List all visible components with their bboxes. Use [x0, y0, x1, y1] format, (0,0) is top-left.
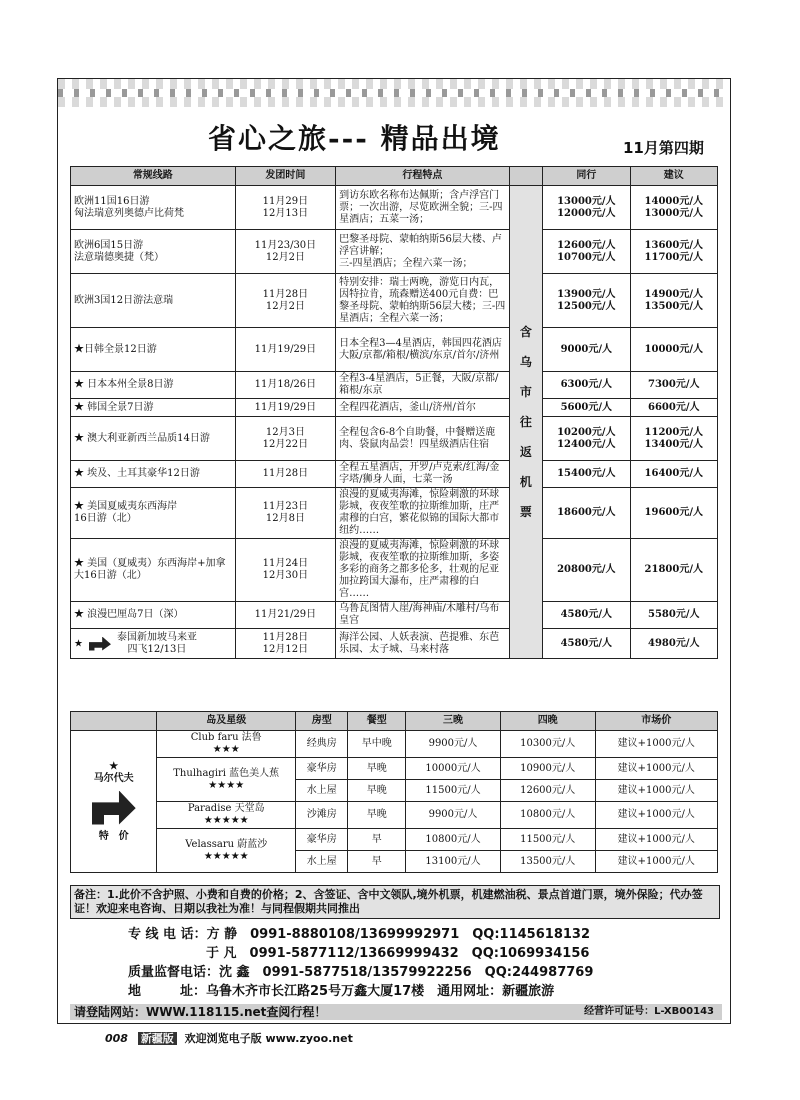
- itinerary-features: 乌鲁瓦图情人崖/海神庙/木雕村/乌布皇宫: [336, 602, 509, 629]
- maldives-side-label: ★ 马尔代夫 特 价: [71, 731, 157, 873]
- route-name: 欧洲11国16日游 匈法瑞意列奥德卢比荷梵: [71, 186, 236, 230]
- peer-price: 5600元/人: [543, 399, 630, 417]
- peer-price: 12600元/人 10700元/人: [543, 230, 630, 274]
- table-row: [71, 539, 718, 602]
- island-title: Velassaru 蔚蓝沙: [185, 838, 268, 850]
- table-row: [71, 488, 718, 539]
- peer-price: 9000元/人: [543, 328, 630, 372]
- four-night-price: 11500元/人: [500, 829, 595, 851]
- route-name: ★ 澳大利亚新西兰品质14日游: [71, 417, 236, 461]
- meal-plan: 早晚: [348, 780, 406, 802]
- route-name: ★ 浪漫巴厘岛7日（深）: [71, 602, 236, 629]
- peer-price: 6300元/人: [543, 372, 630, 399]
- table-row: [71, 731, 718, 758]
- suggested-price: 10000元/人: [630, 328, 717, 372]
- itinerary-features: 全程3-4星酒店，5正餐，大阪/京都/箱根/东京: [336, 372, 509, 399]
- table-row: [71, 230, 718, 274]
- room-type: 水上屋: [296, 851, 348, 873]
- column-header: 市场价: [595, 712, 717, 731]
- issue-label: 11月第四期: [623, 139, 704, 157]
- route-name: ★ 美国夏威夷东西海岸 16日游（北）: [71, 488, 236, 539]
- edition-text: 欢迎浏览电子版 www.zyoo.net: [184, 1032, 353, 1045]
- room-type: 经典房: [296, 731, 348, 758]
- departure-dates: 11月24日 12月30日: [235, 539, 336, 602]
- three-night-price: 11500元/人: [406, 780, 501, 802]
- route-name: ★ 韩国全景7日游: [71, 399, 236, 417]
- meal-plan: 早晚: [348, 802, 406, 829]
- route-name: ★ 埃及、土耳其豪华12日游: [71, 461, 236, 488]
- route-name: 欧洲3国12日游法意瑞: [71, 274, 236, 328]
- table-row: [71, 274, 718, 328]
- suggested-price: 14900元/人 13500元/人: [630, 274, 717, 328]
- meal-plan: 早: [348, 829, 406, 851]
- three-night-price: 13100元/人: [406, 851, 501, 873]
- meal-plan: 早中晚: [348, 731, 406, 758]
- remarks-note: 备注：1.此价不含护照、小费和自费的价格；2、含签证、含中文领队,境外机票，机建燃油税、景点首道门票，境外保险；代办签证！欢迎来电咨询、日期以我社为准！与同程假期共同推出: [70, 885, 720, 919]
- room-type: 沙滩房: [296, 802, 348, 829]
- website-text: 请登陆网站：WWW.118115.net查阅行程！: [74, 1005, 327, 1019]
- itinerary-features: 全程四花酒店，釜山/济州/首尔: [336, 399, 509, 417]
- column-header: 岛及星级: [157, 712, 296, 731]
- suggested-price: 11200元/人 13400元/人: [630, 417, 717, 461]
- column-header: [71, 712, 157, 731]
- contact-line: 于 凡 0991-5877112/13669999432 QQ:1069934156: [128, 946, 590, 961]
- peer-price: 13900元/人 12500元/人: [543, 274, 630, 328]
- suggested-price: 7300元/人: [630, 372, 717, 399]
- column-header: 三晚: [406, 712, 501, 731]
- table-row: [71, 328, 718, 372]
- departure-dates: 11月23日 12月8日: [235, 488, 336, 539]
- peer-price: 10200元/人 12400元/人: [543, 417, 630, 461]
- route-name: ★ 美国（夏威夷）东西海岸+加拿大16日游（北）: [71, 539, 236, 602]
- itinerary-features: 巴黎圣母院、蒙帕纳斯56层大楼、卢浮宫讲解； 三-四星酒店；全程六菜一汤；: [336, 230, 509, 274]
- page-title: 省心之旅--- 精品出境: [208, 122, 501, 155]
- table-row: [71, 829, 718, 851]
- page-number: 008: [105, 1032, 128, 1045]
- market-price: 建议+1000元/人: [595, 731, 717, 758]
- peer-price: 13000元/人 12000元/人: [543, 186, 630, 230]
- departure-dates: 11月19/29日: [235, 399, 336, 417]
- route-name: ★泰国新加坡马来亚 四飞12/13日: [71, 629, 236, 659]
- island-title: Paradise 天堂岛: [187, 803, 265, 814]
- column-header: 餐型: [348, 712, 406, 731]
- table-row: [71, 186, 718, 230]
- peer-price: 15400元/人: [543, 461, 630, 488]
- maldives-title: 马尔代夫: [93, 772, 134, 784]
- column-header: 建议: [630, 167, 717, 186]
- routes-table: [70, 166, 718, 659]
- table-row: [71, 602, 718, 629]
- table-row: [71, 372, 718, 399]
- airfare-note: 含 乌 市 往 返 机 票: [509, 186, 543, 659]
- three-night-price: 10000元/人: [406, 758, 501, 780]
- suggested-price: 21800元/人: [630, 539, 717, 602]
- market-price: 建议+1000元/人: [595, 851, 717, 873]
- contact-line: 质量监督电话：沈 鑫 0991-5877518/13579922256 QQ:244987769: [128, 965, 594, 980]
- contact-block: [128, 925, 593, 1001]
- itinerary-features: 海洋公园、人妖表演、芭提雅、东芭乐园、太子城、马来村落: [336, 629, 509, 659]
- column-header: 四晚: [500, 712, 595, 731]
- header-pattern-dots: [58, 89, 730, 97]
- suggested-price: 14000元/人 13000元/人: [630, 186, 717, 230]
- table-row: [71, 417, 718, 461]
- peer-price: 20800元/人: [543, 539, 630, 602]
- column-header: [509, 167, 543, 186]
- island-name: [157, 829, 296, 873]
- meal-plan: 早晚: [348, 758, 406, 780]
- special-price-label: 特 价: [98, 830, 129, 842]
- suggested-price: 6600元/人: [630, 399, 717, 417]
- column-header: 常规线路: [71, 167, 236, 186]
- departure-dates: 11月23/30日 12月2日: [235, 230, 336, 274]
- peer-price: 4580元/人: [543, 602, 630, 629]
- arrow-icon: [92, 791, 136, 825]
- island-name: [157, 802, 296, 829]
- four-night-price: 13500元/人: [500, 851, 595, 873]
- departure-dates: 12月3日 12月22日: [235, 417, 336, 461]
- four-night-price: 10800元/人: [500, 802, 595, 829]
- brochure-page: [57, 78, 731, 1024]
- market-price: 建议+1000元/人: [595, 829, 717, 851]
- market-price: 建议+1000元/人: [595, 802, 717, 829]
- itinerary-features: 浪漫的夏威夷海滩，惊险刺激的环球影城，夜夜笙歌的拉斯维加斯，庄严肃穆的白宫，繁花似锦的国际大都市纽约……: [336, 488, 509, 539]
- arrow-icon: [89, 637, 111, 651]
- departure-dates: 11月21/29日: [235, 602, 336, 629]
- island-title: Club faru 法鲁: [190, 732, 262, 743]
- table-row: [71, 629, 718, 659]
- route-name: ★日韩全景12日游: [71, 328, 236, 372]
- suggested-price: 13600元/人 11700元/人: [630, 230, 717, 274]
- contact-line: 专 线 电 话：方 静 0991-8880108/13699992971 QQ:1145618132: [128, 927, 591, 942]
- market-price: 建议+1000元/人: [595, 780, 717, 802]
- suggested-price: 16400元/人: [630, 461, 717, 488]
- itinerary-features: 日本全程3—4星酒店，韩国四花酒店 大阪/京都/箱根/横滨/东京/首尔/济州: [336, 328, 509, 372]
- column-header: 房型: [296, 712, 348, 731]
- departure-dates: 11月29日 12月13日: [235, 186, 336, 230]
- island-title: Thulhagiri 蓝色美人蕉: [173, 767, 280, 779]
- meal-plan: 早: [348, 851, 406, 873]
- maldives-table: [70, 711, 718, 873]
- four-night-price: 10300元/人: [500, 731, 595, 758]
- route-name: 欧洲6国15日游 法意瑞德奥捷（梵）: [71, 230, 236, 274]
- three-night-price: 10800元/人: [406, 829, 501, 851]
- three-night-price: 9900元/人: [406, 731, 501, 758]
- departure-dates: 11月19/29日: [235, 328, 336, 372]
- table-row: [71, 399, 718, 417]
- room-type: 水上屋: [296, 780, 348, 802]
- itinerary-features: 全程包含6-8个自助餐，中餐赠送鹿肉、袋鼠肉品尝！四星级酒店住宿: [336, 417, 509, 461]
- itinerary-features: 全程五星酒店，开罗/卢克索/红海/金字塔/狮身人面，七菜一汤: [336, 461, 509, 488]
- peer-price: 18600元/人: [543, 488, 630, 539]
- column-header: 同行: [543, 167, 630, 186]
- suggested-price: 4980元/人: [630, 629, 717, 659]
- table-row: [71, 802, 718, 829]
- departure-dates: 11月28日: [235, 461, 336, 488]
- table-row: [71, 461, 718, 488]
- suggested-price: 19600元/人: [630, 488, 717, 539]
- page-footer: [105, 1030, 353, 1046]
- suggested-price: 5580元/人: [630, 602, 717, 629]
- peer-price: 4580元/人: [543, 629, 630, 659]
- island-stars: ★★★: [212, 744, 240, 755]
- departure-dates: 11月18/26日: [235, 372, 336, 399]
- route-name: ★ 日本本州全景8日游: [71, 372, 236, 399]
- contact-line: 地 址：乌鲁木齐市长江路25号万鑫大厦17楼 通用网址：新疆旅游: [128, 984, 555, 999]
- table-row: [71, 758, 718, 780]
- column-header: 行程特点: [336, 167, 509, 186]
- four-night-price: 12600元/人: [500, 780, 595, 802]
- room-type: 豪华房: [296, 829, 348, 851]
- license-number: 经营许可证号：L-XB00143: [584, 1006, 714, 1017]
- itinerary-features: 浪漫的夏威夷海滩，惊险刺激的环球影城，夜夜笙歌的拉斯维加斯，多姿多彩的商务之都多伦多，壮观的尼亚加拉跨国大瀑布，庄严肃穆的白宫……: [336, 539, 509, 602]
- departure-dates: 11月28日 12月12日: [235, 629, 336, 659]
- four-night-price: 10900元/人: [500, 758, 595, 780]
- column-header: 发团时间: [235, 167, 336, 186]
- market-price: 建议+1000元/人: [595, 758, 717, 780]
- island-stars: ★★★★: [208, 779, 245, 791]
- itinerary-features: 到访东欧名称布达佩斯；含卢浮宫门票；一次出游，尽览欧洲全貌；三-四星酒店；五菜一汤；: [336, 186, 509, 230]
- itinerary-features: 特别安排：瑞士两晚，游览日内瓦，因特拉肯，琉森赠送400元自费：巴黎圣母院、蒙帕纳斯56层大楼；三-四星酒店；全程六菜一汤；: [336, 274, 509, 328]
- island-name: [157, 758, 296, 802]
- route-name-text: 泰国新加坡马来亚 四飞12/13日: [116, 631, 197, 655]
- departure-dates: 11月28日 12月2日: [235, 274, 336, 328]
- edition-badge: 新疆版: [138, 1032, 177, 1045]
- island-stars: ★★★★★: [203, 815, 249, 826]
- room-type: 豪华房: [296, 758, 348, 780]
- island-stars: ★★★★★: [203, 850, 249, 862]
- island-name: [157, 731, 296, 758]
- website-footer: [70, 1004, 722, 1020]
- three-night-price: 9900元/人: [406, 802, 501, 829]
